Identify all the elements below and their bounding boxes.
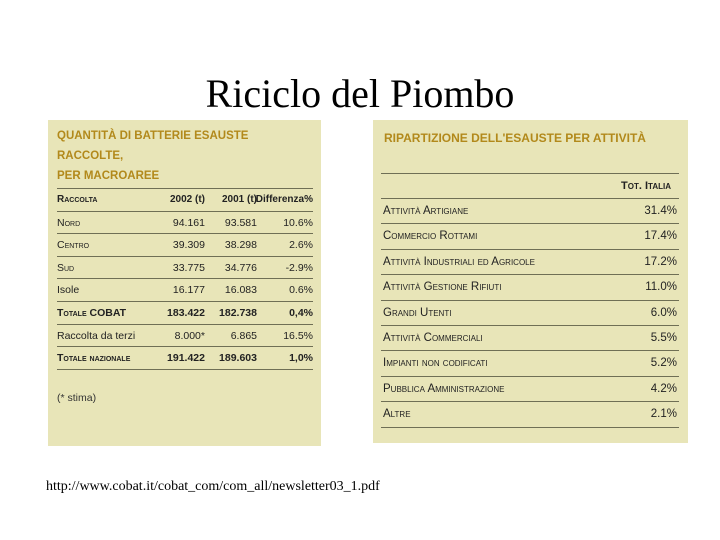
table-row [57,302,313,325]
table-row [57,347,313,370]
row-label: Grandi Utenti [383,306,452,319]
row-value: 4.2% [650,382,677,395]
table-row [381,351,679,376]
panel-heading [57,126,312,186]
row-diff: -2.9% [285,261,313,274]
row-2002: 94.161 [172,216,205,229]
panel-heading: RIPARTIZIONE DELL'ESAUSTE PER ATTIVITÀ [384,131,646,145]
row-value: 17.2% [644,255,677,268]
row-label: Commercio Rottami [383,230,478,243]
row-2002: 16.177 [172,284,205,297]
panel-heading-line1: QUANTITÀ DI BATTERIE ESAUSTE RACCOLTE, [57,130,249,162]
row-label: Totale nazionale [57,352,131,365]
row-diff: 16.5% [283,329,313,342]
row-2002: 183.422 [167,306,205,319]
header-2001: 2001 (t) [221,194,257,205]
row-value: 31.4% [644,205,677,217]
table-row [381,377,679,402]
row-2001: 34.776 [224,261,257,274]
panel-heading-line2: PER MACROAREE [57,170,160,182]
row-2002: 191.422 [167,352,205,365]
table-header-row [57,188,313,212]
row-2002: 33.775 [172,261,205,274]
table-row [381,402,679,427]
table-row [381,250,679,275]
row-2001: 93.581 [224,216,257,229]
table-row [57,279,313,302]
row-2001: 16.083 [224,284,257,297]
macroarea-table [57,188,313,370]
footnote: (* stima) [57,392,97,404]
row-label: Isole [57,284,80,297]
row-value: 5.2% [650,357,677,370]
row-diff: 2.6% [289,239,313,252]
table-row [381,275,679,300]
header-raccolta: Raccolta [57,194,98,205]
table-row [381,224,679,249]
table-row [57,212,313,235]
table-header-row [381,173,679,199]
row-label: Raccolta da terzi [57,329,136,342]
row-diff: 0,4% [289,306,313,319]
slide-title: Riciclo del Piombo [205,71,515,116]
header-tot-italia: Tot. Italia [621,180,671,192]
row-2001: 182.738 [219,306,257,319]
row-label: Centro [57,239,90,252]
row-label: Pubblica Amministrazione [383,382,505,395]
row-2001: 6.865 [230,329,257,342]
header-differenza: Differenza% [255,194,313,205]
macroarea-collection-table-panel [48,120,321,446]
table-row [57,257,313,280]
row-label: Impianti non codificati [383,357,488,370]
table-row [57,325,313,348]
row-diff: 10.6% [283,216,313,229]
row-label: Totale COBAT [57,306,127,319]
row-label: Sud [57,261,75,274]
row-label: Attività Artigiane [383,205,469,217]
row-label: Attività Industriali ed Agricole [383,255,535,268]
row-diff: 0.6% [289,284,313,297]
table-row [381,301,679,326]
table-row [381,199,679,224]
row-value: 17.4% [644,230,677,243]
row-value: 5.5% [650,331,677,344]
activity-table [381,173,679,428]
row-label: Attività Gestione Rifiuti [383,281,502,294]
row-label: Attività Commerciali [383,331,483,344]
row-diff: 1,0% [289,352,313,365]
table-row [57,234,313,257]
row-value: 2.1% [650,408,677,421]
table-row [381,326,679,351]
header-2002: 2002 (t) [169,194,205,205]
row-label: Nord [57,216,81,229]
row-2002: 39.309 [172,239,205,252]
row-2001: 189.603 [219,352,257,365]
row-label: Altre [383,408,411,421]
activity-breakdown-table-panel [373,120,688,443]
row-2002: 8.000* [174,329,205,342]
row-value: 11.0% [645,281,677,294]
row-value: 6.0% [650,306,677,319]
row-2001: 38.298 [224,239,257,252]
source-link[interactable]: http://www.cobat.it/cobat_com/com_all/newsletter03_1.pdf [46,479,380,494]
